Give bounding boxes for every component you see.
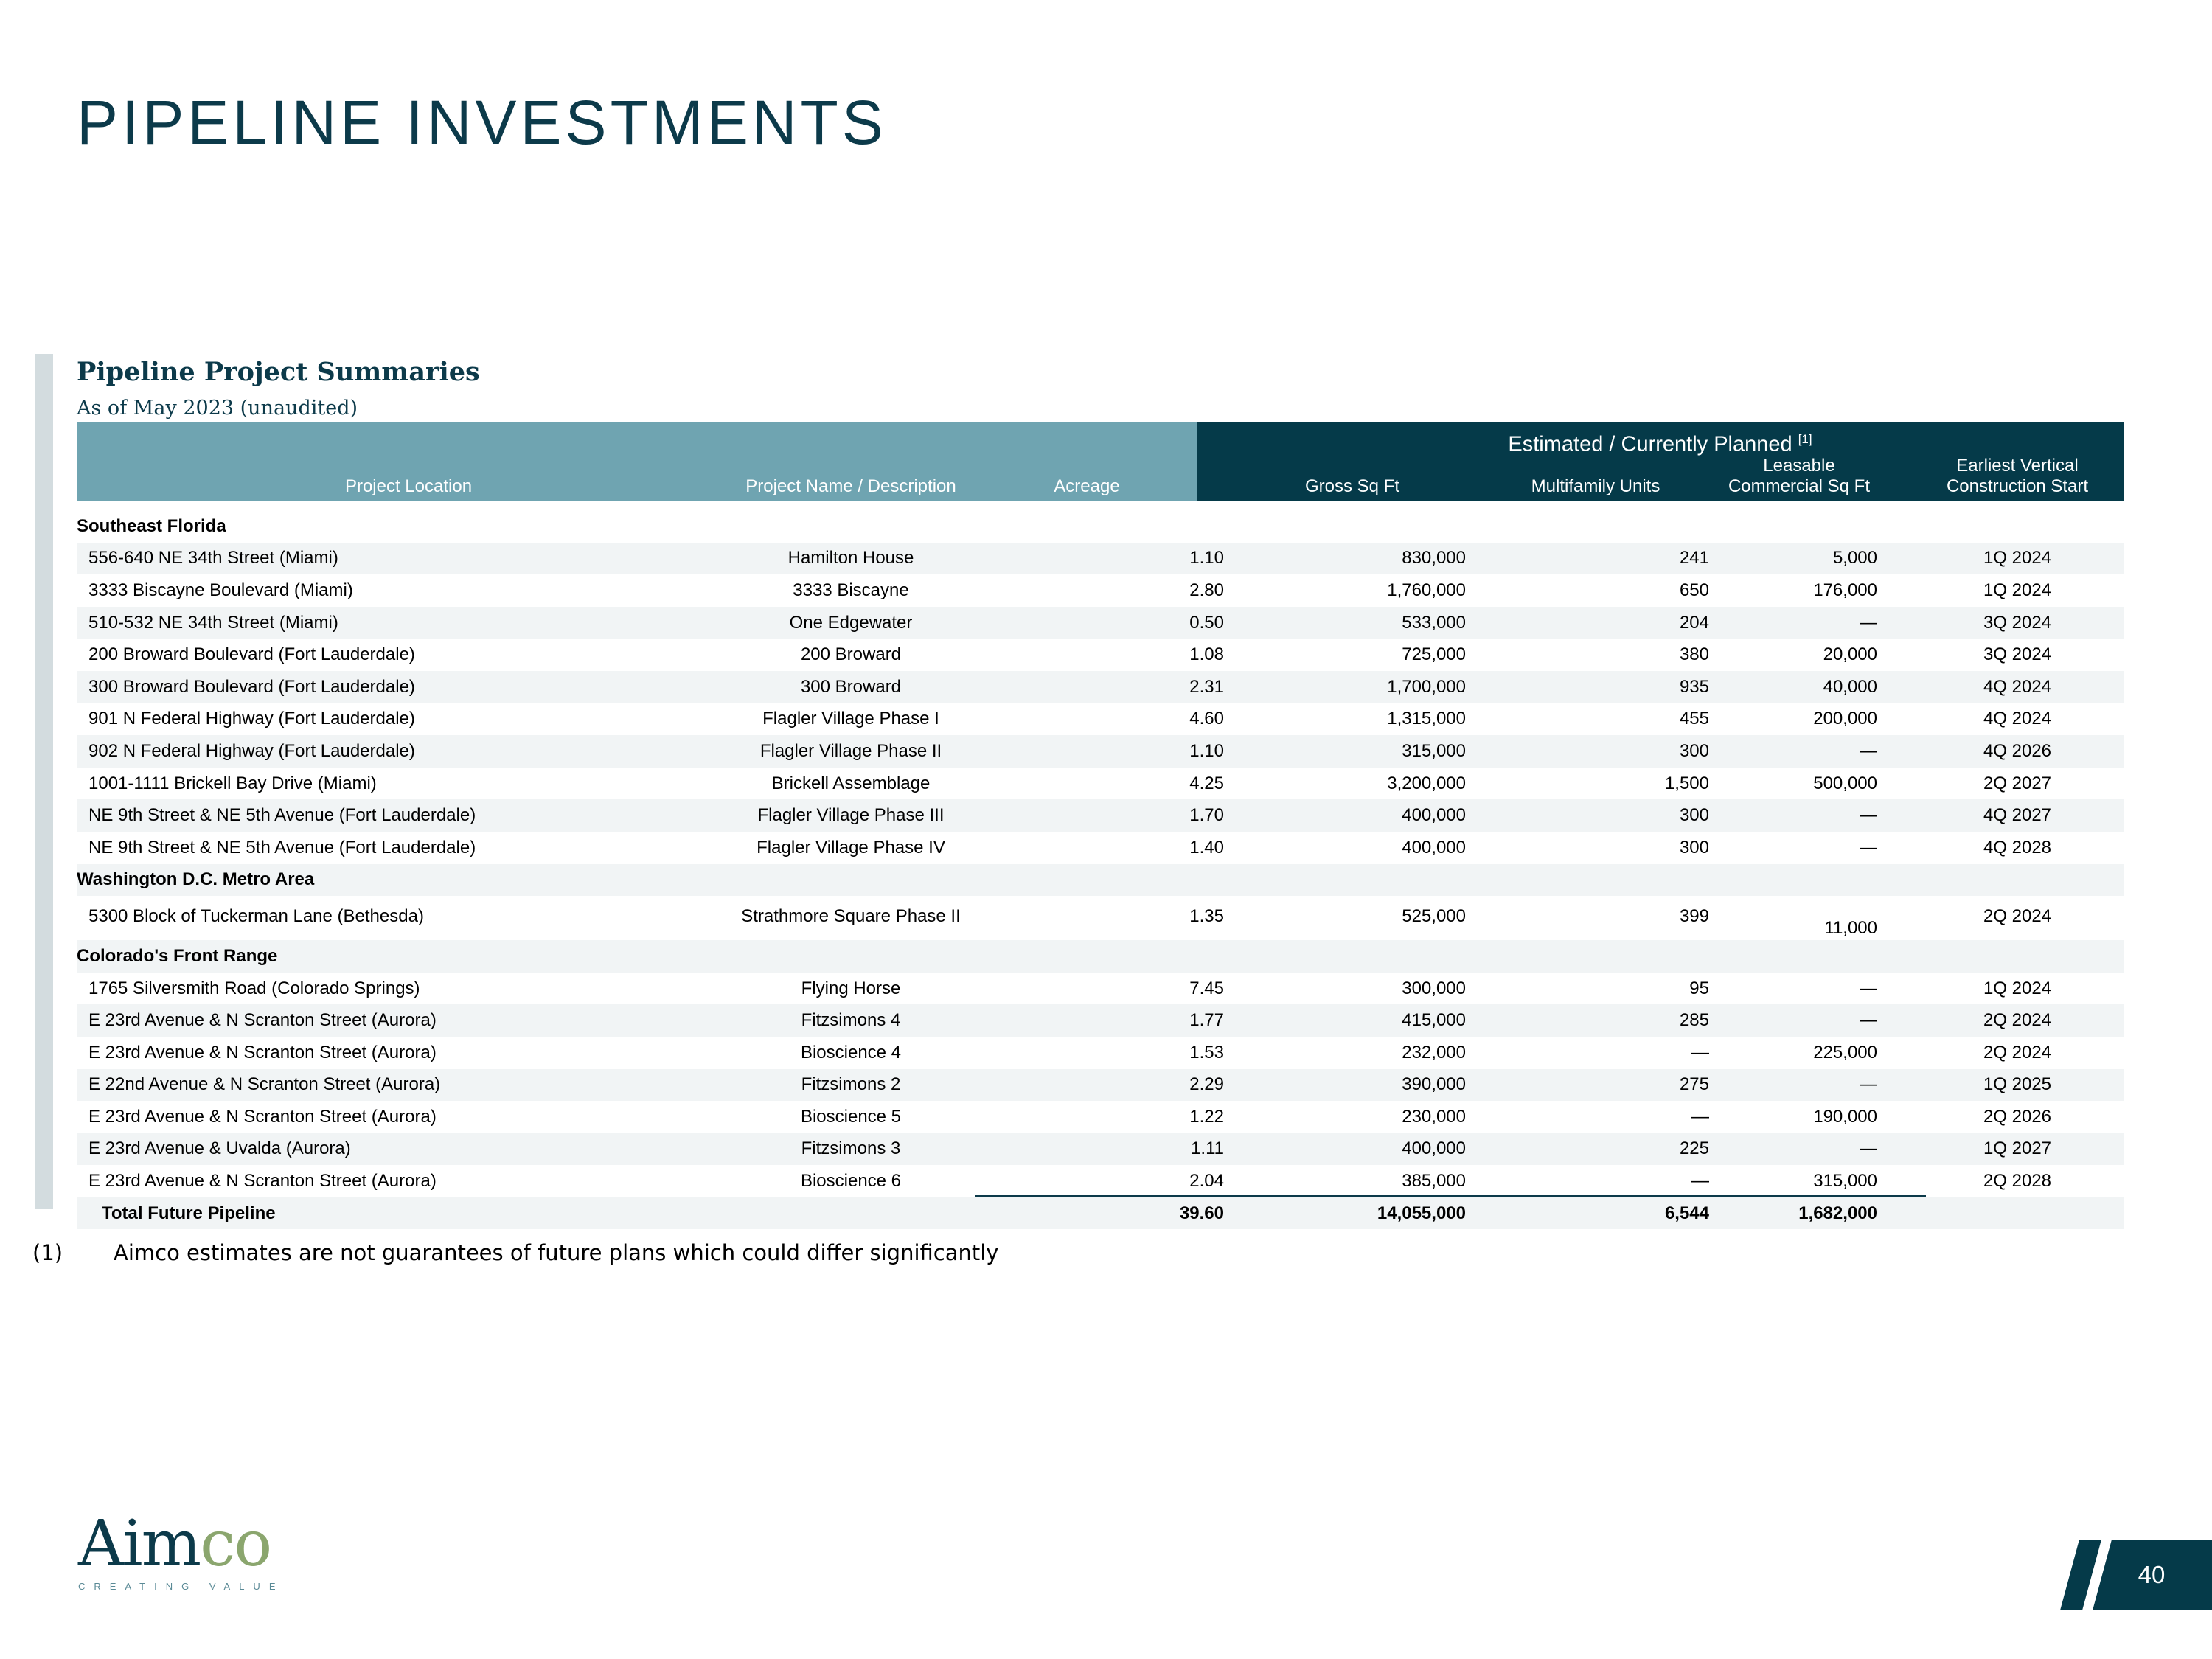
- logo-word-part2: co: [200, 1507, 271, 1581]
- cell-multifamily: 399: [1679, 906, 1709, 927]
- cell-start: 4Q 2024: [1983, 676, 2052, 697]
- table-row: [77, 1069, 2124, 1102]
- total-acreage: 39.60: [1179, 1203, 1224, 1223]
- cell-commercial: —: [1860, 1138, 1877, 1159]
- cell-acreage: 1.77: [1189, 1010, 1224, 1031]
- cell-start: 3Q 2024: [1983, 644, 2052, 665]
- cell-gross: 230,000: [1402, 1106, 1466, 1127]
- page-title: PIPELINE INVESTMENTS: [77, 88, 887, 157]
- cell-commercial: 11,000: [1824, 918, 1877, 939]
- cell-start: 3Q 2024: [1983, 612, 2052, 633]
- cell-gross: 725,000: [1402, 644, 1466, 665]
- group-header-row: [77, 864, 2124, 897]
- cell-location: E 23rd Avenue & Uvalda (Aurora): [88, 1138, 351, 1159]
- column-header-start-line2: Construction Start: [1946, 476, 2089, 496]
- cell-multifamily: —: [1691, 1042, 1709, 1062]
- table-row: [77, 671, 2124, 703]
- cell-gross: 400,000: [1402, 805, 1466, 826]
- cell-gross: 3,200,000: [1387, 773, 1466, 793]
- cell-start: 2Q 2024: [1983, 1042, 2052, 1062]
- cell-acreage: 1.22: [1189, 1106, 1224, 1127]
- cell-acreage: 7.45: [1189, 978, 1224, 998]
- cell-location: E 22nd Avenue & N Scranton Street (Aurora): [88, 1074, 441, 1095]
- cell-multifamily: 300: [1679, 837, 1709, 858]
- left-accent-bar: [35, 354, 53, 1209]
- column-header-multifamily: Multifamily Units: [1531, 476, 1660, 496]
- column-header-name: Project Name / Description: [745, 476, 956, 496]
- cell-location: NE 9th Street & NE 5th Avenue (Fort Lauderdale): [88, 837, 476, 858]
- cell-commercial: —: [1860, 1010, 1877, 1031]
- cell-gross: 830,000: [1402, 548, 1466, 568]
- cell-acreage: 1.35: [1189, 906, 1224, 927]
- cell-start: 1Q 2024: [1983, 580, 2052, 600]
- cell-acreage: 2.80: [1189, 580, 1224, 600]
- table-row: [77, 1165, 2124, 1197]
- cell-multifamily: 1,500: [1664, 773, 1709, 793]
- header-group-estimated: Estimated / Currently Planned [1]: [1508, 432, 1812, 456]
- cell-start: 2Q 2028: [1983, 1171, 2052, 1192]
- cell-commercial: —: [1860, 805, 1877, 826]
- cell-gross: 385,000: [1402, 1171, 1466, 1192]
- cell-location: 1001-1111 Brickell Bay Drive (Miami): [88, 773, 377, 793]
- table-top-spacer: [77, 501, 2124, 510]
- cell-name: Hamilton House: [787, 548, 914, 568]
- table-row: [77, 1037, 2124, 1069]
- cell-gross: 390,000: [1402, 1074, 1466, 1095]
- total-gross: 14,055,000: [1377, 1203, 1466, 1223]
- cell-start: 2Q 2024: [1983, 1010, 2052, 1031]
- cell-commercial: 20,000: [1823, 644, 1877, 665]
- column-header-acreage: Acreage: [1054, 476, 1120, 496]
- cell-acreage: 0.50: [1189, 612, 1224, 633]
- cell-commercial: —: [1860, 740, 1877, 761]
- table-header: [77, 422, 2124, 501]
- cell-commercial: —: [1860, 612, 1877, 633]
- table-row: [77, 799, 2124, 832]
- cell-acreage: 2.29: [1189, 1074, 1224, 1095]
- cell-gross: 232,000: [1402, 1042, 1466, 1062]
- footnote-text: Aimco estimates are not guarantees of future plans which could differ significantly: [114, 1240, 999, 1265]
- cell-location: 902 N Federal Highway (Fort Lauderdale): [88, 740, 415, 761]
- cell-name: Fitzsimons 3: [801, 1138, 901, 1159]
- table-body: [77, 501, 2124, 1229]
- cell-multifamily: 285: [1679, 1010, 1709, 1031]
- column-header-commercial-line1: Leasable: [1763, 456, 1835, 476]
- column-header-commercial-line2: Commercial Sq Ft: [1728, 476, 1871, 496]
- table-row: [77, 574, 2124, 607]
- cell-location: 1765 Silversmith Road (Colorado Springs): [88, 978, 420, 998]
- cell-location: E 23rd Avenue & N Scranton Street (Aurora): [88, 1042, 437, 1062]
- total-label: Total Future Pipeline: [102, 1203, 276, 1223]
- cell-acreage: 2.04: [1189, 1171, 1224, 1192]
- cell-multifamily: —: [1691, 1171, 1709, 1192]
- logo-word-part1: Aim: [78, 1507, 201, 1581]
- cell-commercial: 40,000: [1823, 676, 1877, 697]
- cell-start: 1Q 2024: [1983, 978, 2052, 998]
- table-row: [77, 735, 2124, 768]
- table-row: [77, 1101, 2124, 1133]
- cell-multifamily: 380: [1679, 644, 1709, 665]
- group-name: Washington D.C. Metro Area: [77, 869, 315, 890]
- table-row: [77, 639, 2124, 671]
- cell-gross: 1,760,000: [1387, 580, 1466, 600]
- total-multifamily: 6,544: [1664, 1203, 1709, 1223]
- cell-multifamily: 95: [1689, 978, 1709, 998]
- aimco-logo: [78, 1507, 284, 1592]
- cell-name: Bioscience 4: [800, 1042, 902, 1062]
- cell-acreage: 1.53: [1189, 1042, 1224, 1062]
- cell-acreage: 1.08: [1189, 644, 1224, 665]
- logo-wordmark: [78, 1507, 284, 1581]
- cell-start: 4Q 2026: [1983, 740, 2052, 761]
- cell-gross: 533,000: [1402, 612, 1466, 633]
- cell-location: 3333 Biscayne Boulevard (Miami): [88, 580, 353, 600]
- column-header-gross: Gross Sq Ft: [1304, 476, 1400, 496]
- cell-start: 1Q 2027: [1983, 1138, 2052, 1159]
- section-title: Pipeline Project Summaries: [77, 357, 480, 387]
- cell-multifamily: —: [1691, 1106, 1709, 1127]
- group-header-row: [77, 940, 2124, 973]
- cell-name: 3333 Biscayne: [793, 580, 909, 600]
- group-name: Southeast Florida: [77, 515, 226, 536]
- cell-gross: 300,000: [1402, 978, 1466, 998]
- cell-gross: 415,000: [1402, 1010, 1466, 1031]
- cell-start: 4Q 2027: [1983, 805, 2052, 826]
- cell-location: 901 N Federal Highway (Fort Lauderdale): [88, 709, 415, 729]
- cell-gross: 1,315,000: [1387, 709, 1466, 729]
- cell-multifamily: 225: [1679, 1138, 1709, 1159]
- cell-location: E 23rd Avenue & N Scranton Street (Aurora): [88, 1171, 437, 1192]
- page-number: 40: [2138, 1561, 2166, 1588]
- cell-location: NE 9th Street & NE 5th Avenue (Fort Lauderdale): [88, 805, 476, 826]
- cell-multifamily: 241: [1679, 548, 1709, 568]
- total-commercial: 1,682,000: [1798, 1203, 1877, 1223]
- cell-location: E 23rd Avenue & N Scranton Street (Aurora): [88, 1106, 437, 1127]
- pipeline-table: [77, 422, 2124, 1229]
- cell-name: Fitzsimons 4: [801, 1010, 901, 1031]
- cell-acreage: 4.25: [1189, 773, 1224, 793]
- table-row: [77, 703, 2124, 736]
- cell-acreage: 1.11: [1191, 1138, 1224, 1159]
- table-row: [77, 1133, 2124, 1166]
- cell-start: 2Q 2026: [1983, 1106, 2052, 1127]
- table-row: [77, 973, 2124, 1005]
- column-header-start: [1898, 456, 2137, 497]
- group-name: Colorado's Front Range: [77, 945, 278, 966]
- cell-start: 4Q 2024: [1983, 709, 2052, 729]
- table-row: [77, 607, 2124, 639]
- section-subtitle: As of May 2023 (unaudited): [77, 397, 358, 420]
- cell-name: One Edgewater: [789, 612, 913, 633]
- cell-name: 200 Broward: [800, 644, 902, 665]
- cell-commercial: —: [1860, 978, 1877, 998]
- cell-commercial: 190,000: [1813, 1106, 1877, 1127]
- column-header-commercial: [1681, 456, 1917, 497]
- cell-acreage: 1.70: [1189, 805, 1224, 826]
- cell-acreage: 4.60: [1189, 709, 1224, 729]
- cell-location: 556-640 NE 34th Street (Miami): [88, 548, 338, 568]
- cell-multifamily: 300: [1679, 740, 1709, 761]
- cell-acreage: 2.31: [1189, 676, 1224, 697]
- logo-tagline: CREATING VALUE: [78, 1581, 285, 1592]
- cell-gross: 400,000: [1402, 837, 1466, 858]
- header-footnote-ref: [1]: [1798, 432, 1812, 446]
- cell-name: Strathmore Square Phase II: [741, 906, 961, 927]
- cell-name: Bioscience 5: [800, 1106, 902, 1127]
- table-row: [77, 832, 2124, 864]
- table-row: [77, 768, 2124, 800]
- cell-acreage: 1.10: [1189, 548, 1224, 568]
- cell-commercial: 200,000: [1813, 709, 1877, 729]
- cell-start: 2Q 2024: [1983, 906, 2052, 927]
- cell-commercial: —: [1860, 1074, 1877, 1095]
- cell-multifamily: 650: [1679, 580, 1709, 600]
- cell-start: 2Q 2027: [1983, 773, 2052, 793]
- cell-commercial: 315,000: [1813, 1171, 1877, 1192]
- cell-gross: 1,700,000: [1387, 676, 1466, 697]
- cell-gross: 400,000: [1402, 1138, 1466, 1159]
- cell-commercial: 225,000: [1813, 1042, 1877, 1062]
- cell-commercial: —: [1860, 837, 1877, 858]
- cell-location: E 23rd Avenue & N Scranton Street (Aurora): [88, 1010, 437, 1031]
- column-header-start-line1: Earliest Vertical: [1956, 456, 2079, 476]
- cell-gross: 525,000: [1402, 906, 1466, 927]
- column-header-location: Project Location: [344, 476, 473, 496]
- cell-name: Flagler Village Phase III: [757, 805, 945, 826]
- cell-location: 200 Broward Boulevard (Fort Lauderdale): [88, 644, 415, 665]
- cell-name: Flying Horse: [801, 978, 901, 998]
- total-row: [77, 1197, 2124, 1230]
- cell-start: 1Q 2025: [1983, 1074, 2052, 1095]
- cell-acreage: 1.10: [1189, 740, 1224, 761]
- cell-location: 300 Broward Boulevard (Fort Lauderdale): [88, 676, 415, 697]
- cell-name: Fitzsimons 2: [801, 1074, 901, 1095]
- cell-multifamily: 204: [1679, 612, 1709, 633]
- cell-acreage: 1.40: [1189, 837, 1224, 858]
- cell-multifamily: 300: [1679, 805, 1709, 826]
- cell-name: Flagler Village Phase II: [759, 740, 942, 761]
- cell-multifamily: 455: [1679, 709, 1709, 729]
- cell-name: Bioscience 6: [800, 1171, 902, 1192]
- cell-name: 300 Broward: [800, 676, 902, 697]
- footnote-number: (1): [32, 1240, 63, 1265]
- cell-name: Flagler Village Phase IV: [757, 837, 945, 858]
- cell-name: Brickell Assemblage: [771, 773, 931, 793]
- table-row: [77, 1004, 2124, 1037]
- cell-commercial: 176,000: [1813, 580, 1877, 600]
- table-row: [77, 543, 2124, 575]
- cell-gross: 315,000: [1402, 740, 1466, 761]
- cell-start: 1Q 2024: [1983, 548, 2052, 568]
- cell-location: 510-532 NE 34th Street (Miami): [88, 612, 338, 633]
- group-header-row: [77, 510, 2124, 543]
- cell-commercial: 5,000: [1832, 548, 1877, 568]
- cell-location: 5300 Block of Tuckerman Lane (Bethesda): [88, 906, 424, 927]
- cell-name: Flagler Village Phase I: [762, 709, 939, 729]
- table-row: [77, 896, 2124, 940]
- cell-multifamily: 935: [1679, 676, 1709, 697]
- cell-multifamily: 275: [1679, 1074, 1709, 1095]
- cell-commercial: 500,000: [1813, 773, 1877, 793]
- cell-start: 4Q 2028: [1983, 837, 2052, 858]
